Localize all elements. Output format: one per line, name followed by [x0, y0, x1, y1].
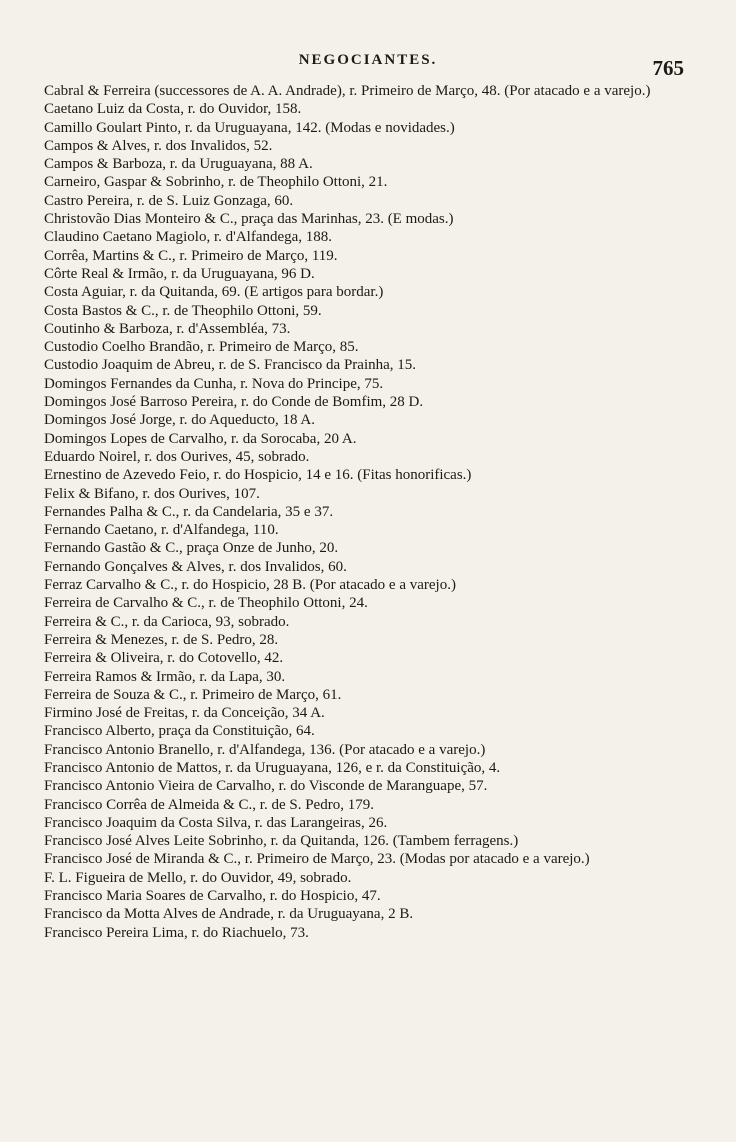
merchant-entry: Cabral & Ferreira (successores de A. A. Andrade), r. Primeiro de Março, 48. (Por atacado e a varejo.)	[44, 83, 651, 99]
merchant-entry: Francisco Corrêa de Almeida & C., r. de S. Pedro, 179.	[44, 796, 374, 813]
merchant-entry: Francisco Maria Soares de Carvalho, r. do Hospicio, 47.	[44, 888, 381, 905]
page-header-title: NEGOCIANTES.	[298, 52, 438, 68]
merchant-entry: Carneiro, Gaspar & Sobrinho, r. de Theophilo Ottoni, 21.	[44, 174, 388, 191]
merchant-entry: Campos & Barboza, r. da Uruguayana, 88 A.	[44, 156, 313, 173]
merchant-entry: Camillo Goulart Pinto, r. da Uruguayana, 142. (Modas e novidades.)	[44, 119, 455, 136]
merchant-entry: Eduardo Noirel, r. dos Ourives, 45, sobrado.	[44, 448, 310, 465]
merchant-entry: Fernando Gastão & C., praça Onze de Junho, 20.	[44, 540, 339, 557]
merchant-entry: Costa Bastos & C., r. de Theophilo Ottoni, 59.	[44, 302, 322, 319]
merchant-entry: Ferreira de Carvalho & C., r. de Theophilo Ottoni, 24.	[44, 595, 368, 612]
merchant-list	[44, 82, 692, 942]
merchant-entry: Coutinho & Barboza, r. d'Assembléa, 73.	[44, 320, 291, 337]
merchant-entry: Christovão Dias Monteiro & C., praça das Marinhas, 23. (E modas.)	[44, 211, 454, 228]
merchant-entry: Costa Aguiar, r. da Quitanda, 69. (E artigos para bordar.)	[44, 284, 384, 301]
merchant-entry: Corrêa, Martins & C., r. Primeiro de Março, 119.	[44, 247, 338, 264]
merchant-entry: Côrte Real & Irmão, r. da Uruguayana, 96 D.	[44, 265, 315, 282]
page-number: 765	[652, 56, 684, 80]
merchant-entry: Castro Pereira, r. de S. Luiz Gonzaga, 60.	[44, 192, 294, 209]
merchant-entry: Custodio Joaquim de Abreu, r. de S. Francisco da Prainha, 15.	[44, 357, 417, 374]
merchant-entry: Custodio Coelho Brandão, r. Primeiro de Março, 85.	[44, 339, 359, 356]
merchant-entry: Domingos Lopes de Carvalho, r. da Sorocaba, 20 A.	[44, 430, 357, 447]
merchant-entry: Firmino José de Freitas, r. da Conceição, 34 A.	[44, 705, 325, 722]
merchant-entry: Francisco Antonio Branello, r. d'Alfandega, 136. (Por atacado e a varejo.)	[44, 741, 486, 758]
merchant-entry: Francisco Antonio Vieira de Carvalho, r. do Visconde de Maranguape, 57.	[44, 778, 488, 795]
merchant-entry: Fernando Gonçalves & Alves, r. dos Invalidos, 60.	[44, 558, 347, 575]
merchant-entry: Ferreira & C., r. da Carioca, 93, sobrado.	[44, 613, 290, 630]
merchant-entry: Campos & Alves, r. dos Invalidos, 52.	[44, 137, 273, 154]
merchant-entry: Ferreira & Menezes, r. de S. Pedro, 28.	[44, 631, 279, 648]
merchant-entry: Domingos José Jorge, r. do Aqueducto, 18 A.	[44, 412, 315, 429]
merchant-entry: Ferreira de Souza & C., r. Primeiro de Março, 61.	[44, 686, 342, 703]
merchant-entry: Caetano Luiz da Costa, r. do Ouvidor, 158.	[44, 101, 302, 118]
merchant-entry: F. L. Figueira de Mello, r. do Ouvidor, 49, sobrado.	[44, 869, 352, 886]
merchant-entry: Domingos Fernandes da Cunha, r. Nova do Principe, 75.	[44, 375, 384, 392]
merchant-entry: Ernestino de Azevedo Feio, r. do Hospicio, 14 e 16. (Fitas honorificas.)	[44, 467, 472, 484]
merchant-entry: Francisco da Motta Alves de Andrade, r. da Uruguayana, 2 B.	[44, 906, 414, 923]
merchant-entry: Francisco Antonio de Mattos, r. da Uruguayana, 126, e r. da Constituição, 4.	[44, 759, 501, 776]
merchant-entry: Domingos José Barroso Pereira, r. do Conde de Bomfim, 28 D.	[44, 394, 424, 411]
merchant-entry: Francisco Joaquim da Costa Silva, r. das Larangeiras, 26.	[44, 814, 388, 831]
merchant-entry: Claudino Caetano Magiolo, r. d'Alfandega, 188.	[44, 229, 333, 246]
merchant-entry: Francisco José Alves Leite Sobrinho, r. da Quitanda, 126. (Tambem ferragens.)	[44, 833, 519, 850]
merchant-entry: Ferraz Carvalho & C., r. do Hospicio, 28 B. (Por atacado e a varejo.)	[44, 577, 456, 594]
merchant-entry: Ferreira & Oliveira, r. do Cotovello, 42.	[44, 650, 284, 667]
merchant-entry: Francisco Pereira Lima, r. do Riachuelo, 73.	[44, 924, 309, 941]
merchant-entry: Francisco Alberto, praça da Constituição, 64.	[44, 723, 315, 740]
merchant-entry: Fernando Caetano, r. d'Alfandega, 110.	[44, 522, 279, 539]
merchant-entry: Felix & Bifano, r. dos Ourives, 107.	[44, 485, 260, 502]
merchant-entry: Francisco José de Miranda & C., r. Primeiro de Março, 23. (Modas por atacado e a varejo.)	[44, 851, 590, 868]
merchant-entry: Ferreira Ramos & Irmão, r. da Lapa, 30.	[44, 668, 286, 685]
merchant-entry: Fernandes Palha & C., r. da Candelaria, 35 e 37.	[44, 503, 334, 520]
